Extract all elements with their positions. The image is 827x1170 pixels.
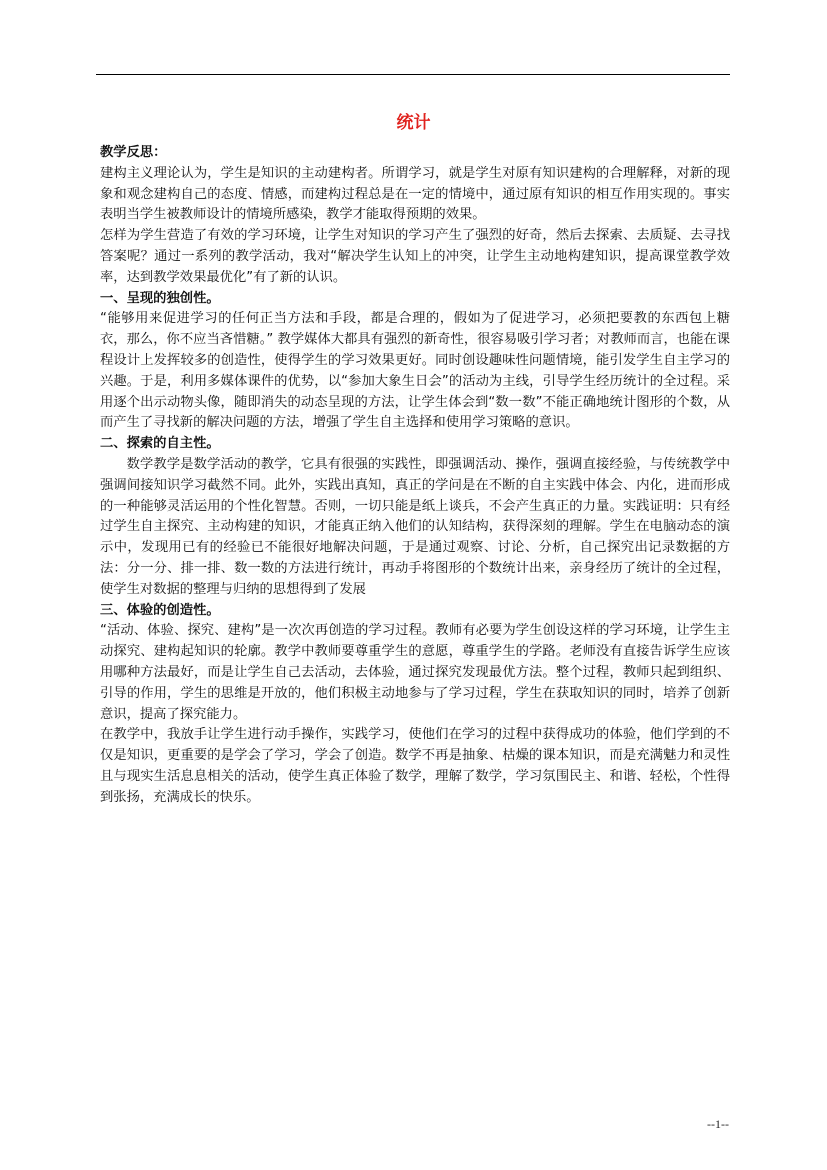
paragraph-constructivism: 建构主义理论认为，学生是知识的主动建构者。所谓学习，就是学生对原有知识建构的合理解释，对新的现象和观念建构自己的态度、情感，而建构过程总是在一定的情境中，通过原有知识的相互作用实现的。事实表明当学生被教师设计的情境所感染，教学才能取得预期的效果。	[100, 165, 730, 223]
section-heading-1: 一、呈现的独创性。	[100, 290, 220, 306]
section-heading-2: 二、探索的自主性。	[100, 436, 220, 452]
document-body	[100, 143, 730, 809]
section-heading-3: 三、体验的创造性。	[100, 602, 220, 618]
paragraph-section-2: 数学教学是数学活动的教学，它具有很强的实践性，即强调活动、操作，强调直接经验，与传统教学中强调间接知识学习截然不同。此外，实践出真知，真正的学问是在不断的自主实践中体会、内化，进而形成的一种能够灵活运用的个性化智慧。否则，一切只能是纸上谈兵，不会产生真正的力量。实践证明：只有经过学生自主探究、主动构建的知识，才能真正纳入他们的认知结构，获得深刻的理解。学生在电脑动态的演示中，发现用已有的经验已不能很好地解决问题，于是通过观察、讨论、分析，自己探究出记录数据的方法：分一分、排一排、数一数的方法进行统计，再动手将图形的个数统计出来，亲身经历了统计的全过程，使学生对数据的整理与归纳的思想得到了发展	[100, 456, 730, 597]
paragraph-section-3b: 在教学中，我放手让学生进行动手操作，实践学习，使他们在学习的过程中获得成功的体验，他们学到的不仅是知识，更重要的是学会了学习，学会了创造。数学不再是抽象、枯燥的课本知识，而是充满魅力和灵性且与现实生活息息相关的活动，使学生真正体验了数学，理解了数学，学习氛围民主、和谐、轻松，个性得到张扬，充满成长的快乐。	[100, 727, 730, 805]
header-rule	[96, 74, 730, 75]
paragraph-section-3a: “活动、体验、探究、建构”是一次次再创造的学习过程。教师有必要为学生创设这样的学习环境，让学生主动探究、建构起知识的轮廓。教学中教师要尊重学生的意愿，尊重学生的学路。老师没有直接告诉学生应该用哪种方法最好，而是让学生自己去活动，去体验，通过探究发现最优方法。整个过程，教师只起到组织、引导的作用，学生的思维是开放的，他们积极主动地参与了学习过程，学生在获取知识的同时，培养了创新意识，提高了探究能力。	[100, 623, 730, 722]
section-heading-reflection: 教学反思：	[100, 145, 167, 160]
document-title: 统计	[396, 113, 431, 133]
paragraph-section-1: “能够用来促进学习的任何正当方法和手段，都是合理的，假如为了促进学习，必须把要教的东西包上糖衣，那么，你不应当吝惜糖。” 教学媒体大都具有强烈的新奇性，很容易吸引学习者；对教师而言，也能在课程设计上发挥较多的创造性，使得学生的学习效果更好。同时创设趣味性问题情境，能引发学生自主学习的兴趣。于是，利用多媒体课件的优势，以“参加大象生日会”的活动为主线，引导学生经历统计的全过程。采用逐个出示动物头像，随即消失的动态呈现的方法，让学生体会到“数一数”不能正确地统计图形的个数，从而产生了寻找新的解决问题的方法，增强了学生自主选择和使用学习策略的意识。	[100, 311, 730, 431]
paragraph-environment: 怎样为学生营造了有效的学习环境，让学生对知识的学习产生了强烈的好奇，然后去探索、去质疑、去寻找答案呢？通过一系列的教学活动，我对“解决学生认知上的冲突，让学生主动地构建知识，提高课堂教学效率，达到教学效果最优化”有了新的认识。	[100, 228, 730, 285]
page-number: --1--	[707, 1117, 729, 1131]
